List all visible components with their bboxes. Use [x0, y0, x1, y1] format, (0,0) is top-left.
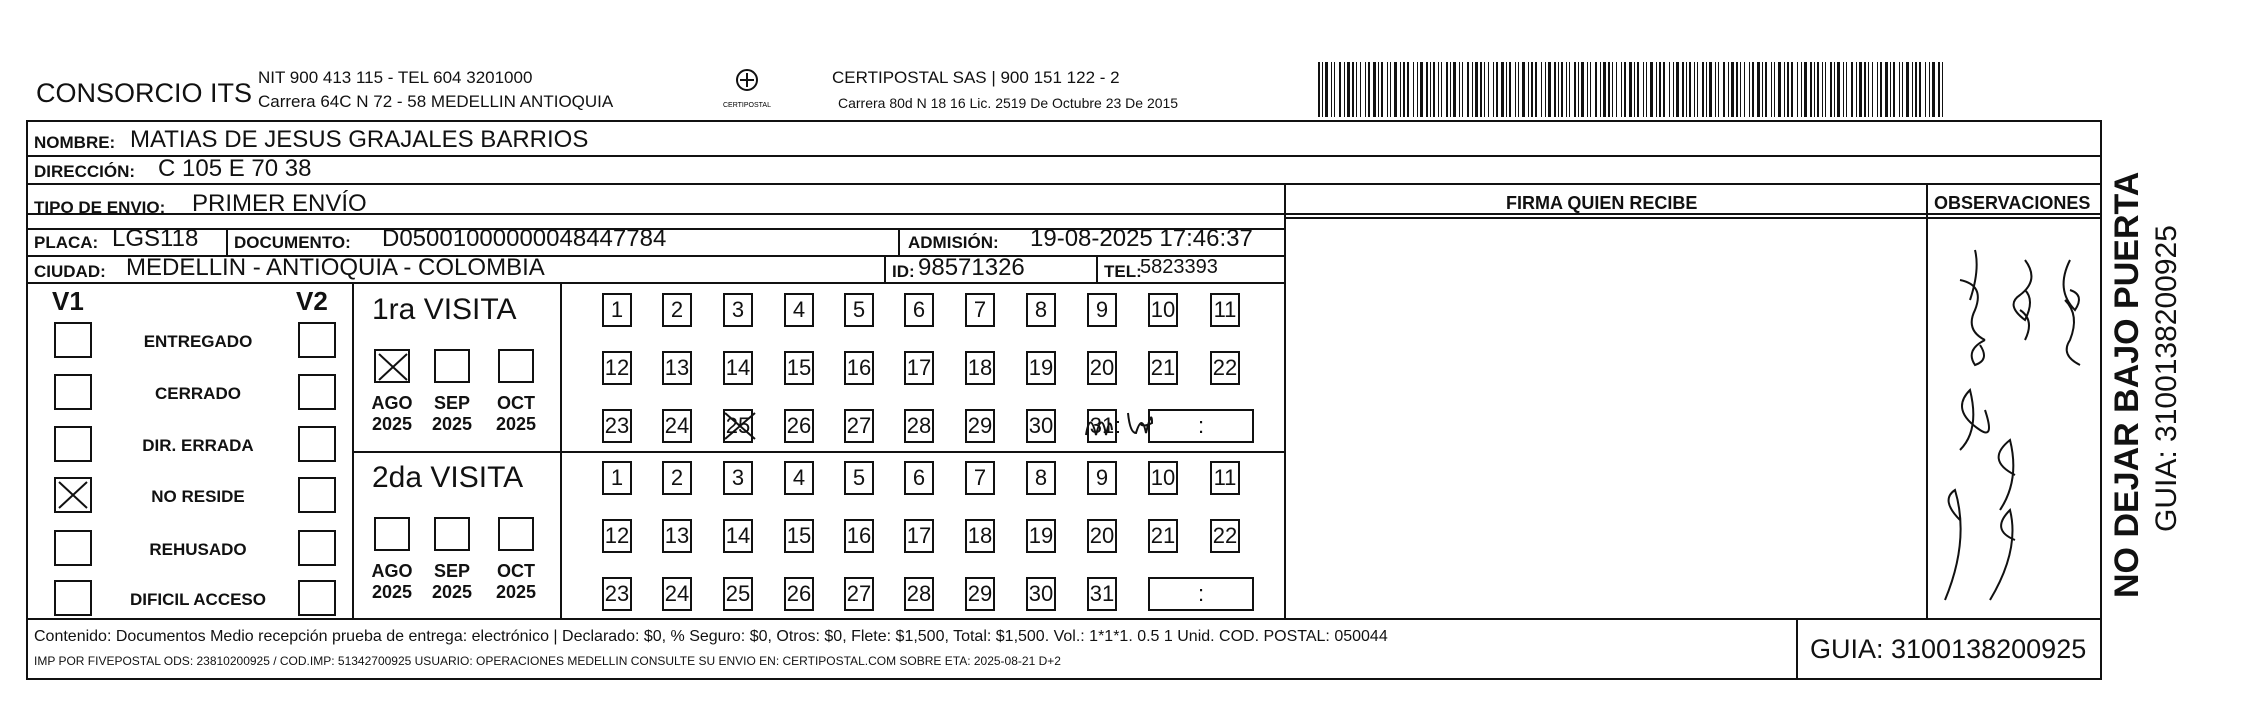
day-box[interactable]: 15 [784, 351, 814, 385]
barcode-bar [1356, 62, 1357, 117]
barcode-bar [1403, 62, 1405, 117]
barcode-bar [1814, 62, 1815, 117]
day-box[interactable]: 22 [1210, 519, 1240, 553]
barcode-bar [1715, 62, 1716, 117]
day-box[interactable]: 22 [1210, 351, 1240, 385]
barcode-bar [1697, 62, 1698, 117]
day-box[interactable]: 29 [965, 577, 995, 611]
status-option-label: DIR. ERRADA [142, 436, 254, 455]
id-label: ID: [892, 262, 915, 281]
tel-label: TEL: [1104, 262, 1142, 281]
barcode-bar [1843, 62, 1844, 117]
barcode-bar [1673, 62, 1674, 117]
v1-checkbox[interactable] [54, 426, 92, 462]
day-box[interactable]: 28 [904, 409, 934, 443]
barcode-bar [1453, 62, 1456, 117]
direccion-label: DIRECCIÓN: [34, 162, 136, 181]
day-box[interactable]: 1 [602, 461, 632, 495]
barcode-bar [1757, 62, 1760, 117]
month-label [370, 561, 414, 603]
day-box[interactable]: 7 [965, 293, 995, 327]
direccion-value: C 105 E 70 38 [158, 155, 312, 182]
barcode-bar [1919, 62, 1921, 117]
barcode-bar [1817, 62, 1819, 117]
handwritten-time [1080, 403, 1158, 443]
barcode-bar [1480, 62, 1482, 117]
documento-value: D05001000000048447784 [382, 225, 667, 252]
v2-checkbox[interactable] [298, 374, 336, 410]
barcode-bar [1545, 62, 1546, 117]
barcode-bar [1915, 62, 1917, 117]
barcode-bar [1518, 62, 1519, 117]
barcode-bar [1942, 62, 1943, 117]
barcode-bar [1938, 62, 1940, 117]
barcode-bar [1749, 62, 1750, 117]
barcode-bar [1417, 62, 1418, 117]
day-box[interactable]: 6 [904, 293, 934, 327]
no-dejar-warning: NO DEJAR BAJO PUERTA [2108, 171, 2146, 598]
day-box[interactable]: 31 [1087, 409, 1117, 443]
month-year: 2025 [431, 414, 473, 434]
month-checkbox[interactable] [434, 517, 470, 551]
barcode-bar [1590, 62, 1591, 117]
v2-header: V2 [296, 286, 328, 316]
barcode-bar [1804, 62, 1807, 117]
day-box[interactable]: 8 [1026, 293, 1056, 327]
v1-checkbox[interactable] [54, 322, 92, 358]
barcode-bar [1877, 62, 1878, 117]
month-name: OCT [497, 561, 535, 581]
barcode-bar [1851, 62, 1853, 117]
day-box[interactable]: 1 [602, 293, 632, 327]
barcode-bar [1378, 62, 1379, 117]
day-box[interactable]: 13 [662, 351, 692, 385]
barcode-bar [1856, 62, 1857, 117]
barcode-bar [1420, 62, 1423, 117]
barcode-bar [1765, 62, 1767, 117]
company-name: CONSORCIO ITS [36, 78, 253, 108]
barcode-bar [1825, 62, 1826, 117]
day-box[interactable]: 19 [1026, 519, 1056, 553]
barcode-bar [1868, 62, 1869, 117]
month-year: 2025 [495, 414, 537, 434]
nombre-label: NOMBRE: [34, 133, 116, 152]
day-box[interactable]: 25 [723, 409, 753, 443]
day-box[interactable]: 2 [662, 293, 692, 327]
barcode-bar [1360, 62, 1361, 117]
barcode-bar [1522, 62, 1525, 117]
day-box[interactable]: 14 [723, 351, 753, 385]
barcode-bar [1569, 62, 1570, 117]
day-box[interactable]: 21 [1148, 351, 1178, 385]
day-box[interactable]: 3 [723, 461, 753, 495]
barcode-bar [1331, 62, 1332, 117]
barcode-bar [1318, 62, 1320, 117]
status-option-label: REHUSADO [149, 540, 247, 559]
barcode-bar [1822, 62, 1823, 117]
day-box[interactable]: 23 [602, 577, 632, 611]
barcode-bar [1587, 62, 1588, 117]
barcode-bar [1774, 62, 1775, 117]
barcode-bar [1446, 62, 1448, 117]
month-label [370, 393, 414, 435]
day-box[interactable]: 10 [1148, 293, 1178, 327]
barcode-bar [1373, 62, 1376, 117]
barcode-bar [1864, 62, 1866, 117]
barcode-bar [1837, 62, 1840, 117]
company-nit: NIT 900 413 115 - TEL 604 3201000 [258, 68, 533, 87]
barcode-bar [1669, 62, 1670, 117]
barcode-bar [1475, 62, 1478, 117]
day-box[interactable]: 31 [1087, 577, 1117, 611]
month-year: 2025 [371, 414, 413, 434]
day-box[interactable]: 17 [904, 519, 934, 553]
day-box[interactable]: 27 [844, 409, 874, 443]
day-box[interactable]: 18 [965, 519, 995, 553]
month-year: 2025 [371, 582, 413, 602]
barcode-bar [1731, 62, 1734, 117]
barcode-bar [1413, 62, 1414, 117]
barcode-bar [1643, 62, 1644, 117]
barcode-bar [1893, 62, 1895, 117]
month-year: 2025 [431, 582, 473, 602]
barcode-bar [1830, 62, 1832, 117]
day-box[interactable]: 24 [662, 409, 692, 443]
day-box[interactable]: 18 [965, 351, 995, 385]
tipo-envio-label: TIPO DE ENVIO: [34, 198, 166, 217]
ciudad-value: MEDELLIN - ANTIOQUIA - COLOMBIA [126, 254, 545, 281]
v1-checkbox[interactable] [54, 530, 92, 566]
barcode-bar [1906, 62, 1909, 117]
day-box[interactable]: 4 [784, 461, 814, 495]
barcode-bar [1646, 62, 1647, 117]
month-name: SEP [433, 393, 471, 413]
day-box[interactable]: 16 [844, 351, 874, 385]
barcode-bar [1880, 62, 1882, 117]
v2-checkbox[interactable] [298, 322, 336, 358]
month-label [494, 393, 538, 435]
barcode-bar [1771, 62, 1772, 117]
barcode-bar [1912, 62, 1913, 117]
barcode-bar [1394, 62, 1397, 117]
status-option-label: CERRADO [155, 384, 241, 403]
barcode-bar [1702, 62, 1704, 117]
barcode-bar [1400, 62, 1401, 117]
barcode-bar [1608, 62, 1610, 117]
day-box[interactable]: 13 [662, 519, 692, 553]
barcode-bar [1509, 62, 1511, 117]
barcode-bar [1925, 62, 1926, 117]
barcode-bar [1426, 62, 1428, 117]
barcode-bar [1932, 62, 1935, 117]
barcode-bar [1581, 62, 1584, 117]
barcode-bar [1450, 62, 1451, 117]
barcode-bar [1484, 62, 1485, 117]
ciudad-label: CIUDAD: [34, 262, 106, 281]
month-label [430, 561, 474, 603]
barcode-bar [1574, 62, 1576, 117]
barcode-bar [1531, 62, 1533, 117]
day-box[interactable]: 30 [1026, 409, 1056, 443]
barcode-bar [1650, 62, 1653, 117]
barcode-bar [1344, 62, 1345, 117]
day-box[interactable]: 17 [904, 351, 934, 385]
barcode-bar [1462, 62, 1463, 117]
month-checkbox[interactable] [434, 349, 470, 383]
barcode-bar [1612, 62, 1613, 117]
barcode-bar [1566, 62, 1567, 117]
footer-guia: GUIA: 3100138200925 [1810, 634, 2087, 664]
svg-text:CERTIPOSTAL: CERTIPOSTAL [723, 102, 771, 109]
barcode-bar [1740, 62, 1741, 117]
day-box[interactable]: 4 [784, 293, 814, 327]
v2-checkbox[interactable] [298, 580, 336, 616]
day-box[interactable]: 5 [844, 293, 874, 327]
barcode-bar [1407, 62, 1409, 117]
barcode-bar [1810, 62, 1812, 117]
observaciones-header: OBSERVACIONES [1934, 193, 2091, 213]
barcode-bar [1797, 62, 1798, 117]
month-checkbox[interactable] [498, 517, 534, 551]
barcode-bar [1859, 62, 1862, 117]
barcode-bar [1441, 62, 1442, 117]
barcode-bar [1554, 62, 1556, 117]
admision-label: ADMISIÓN: [908, 233, 999, 252]
day-box[interactable]: 9 [1087, 293, 1117, 327]
barcode-bar [1488, 62, 1489, 117]
day-box[interactable]: 11 [1210, 293, 1240, 327]
day-box[interactable]: 6 [904, 461, 934, 495]
barcode-bar [1390, 62, 1391, 117]
barcode-bar [1325, 62, 1328, 117]
day-box[interactable]: 29 [965, 409, 995, 443]
barcode-bar [1624, 62, 1626, 117]
contenido-text: Contenido: Documentos Medio recepción prueba de entrega: electrónico | Declarado: $0, % Seguro: $0, Otros: $0, Flete: $1,500, Total: $1,500. Vol.: 1*1*1. 0.5 1 Unid. COD. POSTAL: 050044 [34, 628, 1388, 645]
day-box[interactable]: 15 [784, 519, 814, 553]
time-box[interactable]: : [1148, 409, 1254, 443]
status-option-label: ENTREGADO [143, 332, 253, 351]
status-option-label: NO RESIDE [151, 487, 245, 506]
day-box[interactable]: 20 [1087, 519, 1117, 553]
barcode-bar [1682, 62, 1684, 117]
documento-label: DOCUMENTO: [234, 233, 351, 252]
barcode-bar [1578, 62, 1579, 117]
barcode-bar [1834, 62, 1835, 117]
barcode-bar [1368, 62, 1370, 117]
day-box[interactable]: 16 [844, 519, 874, 553]
v1-header: V1 [52, 286, 84, 316]
day-box[interactable]: 3 [723, 293, 753, 327]
barcode-bar [1784, 62, 1785, 117]
day-box[interactable]: 12 [602, 351, 632, 385]
handwritten-signature [1930, 240, 2100, 610]
barcode-bar [1365, 62, 1366, 117]
barcode-bar [1709, 62, 1712, 117]
barcode-bar [1902, 62, 1903, 117]
imp-text: IMP POR FIVEPOSTAL ODS: 23810200925 / COD.IMP: 51342700925 USUARIO: OPERACIONES MEDELLIN CONSULTE SU ENVIO EN: CERTIPOSTAL.COM SOBRE ETA: 2025-08-21 D+2 [34, 654, 1061, 668]
day-box[interactable]: 26 [784, 577, 814, 611]
barcode-bar [1535, 62, 1537, 117]
day-box[interactable]: 14 [723, 519, 753, 553]
barcode-bar [1787, 62, 1789, 117]
barcode-bar [1322, 62, 1323, 117]
tipo-envio-value: PRIMER ENVÍO [192, 190, 367, 217]
day-box[interactable]: 25 [723, 577, 753, 611]
barcode-bar [1467, 62, 1469, 117]
day-box[interactable]: 26 [784, 409, 814, 443]
barcode-bar [1558, 62, 1559, 117]
month-name: AGO [371, 561, 413, 581]
barcode-bar [1929, 62, 1930, 117]
barcode-bar [1694, 62, 1695, 117]
barcode-bar [1899, 62, 1900, 117]
day-box[interactable]: 19 [1026, 351, 1056, 385]
barcode-bar [1656, 62, 1657, 117]
visit-title: 2da VISITA [372, 461, 524, 494]
barcode-bar [1438, 62, 1439, 117]
time-box[interactable]: : [1148, 577, 1254, 611]
barcode-bar [1744, 62, 1745, 117]
barcode-bar [1718, 62, 1719, 117]
side-guia: GUIA: 3100138200925 [2150, 225, 2183, 532]
barcode-bar [1506, 62, 1507, 117]
barcode-bar [1548, 62, 1551, 117]
barcode-bar [1459, 62, 1460, 117]
month-name: AGO [371, 393, 413, 413]
barcode-bar [1528, 62, 1529, 117]
day-box[interactable]: 30 [1026, 577, 1056, 611]
status-option-label: DIFICIL ACCESO [129, 590, 266, 609]
barcode-bar [1801, 62, 1802, 117]
month-checkbox[interactable] [498, 349, 534, 383]
month-name: SEP [433, 561, 471, 581]
day-box[interactable]: 2 [662, 461, 692, 495]
certipostal-nit: CERTIPOSTAL SAS | 900 151 122 - 2 [832, 68, 1120, 87]
barcode-bar [1762, 62, 1763, 117]
barcode-bar [1621, 62, 1622, 117]
barcode-bar [1791, 62, 1793, 117]
day-box[interactable]: 27 [844, 577, 874, 611]
barcode-bar [1334, 62, 1335, 117]
month-checkbox[interactable] [374, 517, 410, 551]
visit-title: 1ra VISITA [372, 293, 517, 326]
placa-label: PLACA: [34, 233, 99, 252]
barcode [1318, 62, 1948, 117]
barcode-bar [1723, 62, 1725, 117]
barcode-bar [1736, 62, 1738, 117]
barcode-bar [1752, 62, 1754, 117]
day-box[interactable]: 24 [662, 577, 692, 611]
firma-header: FIRMA QUIEN RECIBE [1506, 193, 1698, 213]
nombre-value: MATIAS DE JESUS GRAJALES BARRIOS [130, 126, 589, 153]
barcode-bar [1496, 62, 1498, 117]
month-label [494, 561, 538, 603]
day-box[interactable]: 28 [904, 577, 934, 611]
day-box[interactable]: 8 [1026, 461, 1056, 495]
barcode-bar [1541, 62, 1542, 117]
barcode-bar [1339, 62, 1341, 117]
month-label [430, 393, 474, 435]
day-box[interactable]: 5 [844, 461, 874, 495]
tel-value: 5823393 [1140, 256, 1218, 278]
day-box[interactable]: 12 [602, 519, 632, 553]
barcode-bar [1637, 62, 1639, 117]
barcode-bar [1603, 62, 1606, 117]
v1-checkbox[interactable] [54, 374, 92, 410]
day-box[interactable]: 20 [1087, 351, 1117, 385]
v2-checkbox[interactable] [298, 530, 336, 566]
v2-checkbox[interactable] [298, 426, 336, 462]
barcode-bar [1595, 62, 1597, 117]
barcode-bar [1493, 62, 1494, 117]
v1-checkbox[interactable] [54, 580, 92, 616]
barcode-bar [1616, 62, 1617, 117]
barcode-bar [1629, 62, 1632, 117]
month-name: OCT [497, 393, 535, 413]
barcode-bar [1634, 62, 1635, 117]
barcode-bar [1689, 62, 1691, 117]
v2-checkbox[interactable] [298, 477, 336, 513]
id-value: 98571326 [918, 254, 1025, 281]
month-checkbox[interactable] [374, 349, 410, 383]
v1-checkbox[interactable] [54, 477, 92, 513]
barcode-bar [1872, 62, 1873, 117]
admision-value: 19-08-2025 17:46:37 [1030, 225, 1253, 252]
barcode-bar [1600, 62, 1601, 117]
company-address: Carrera 64C N 72 - 58 MEDELLIN ANTIOQUIA [258, 92, 614, 111]
barcode-bar [1433, 62, 1435, 117]
barcode-bar [1501, 62, 1504, 117]
barcode-bar [1472, 62, 1473, 117]
month-year: 2025 [495, 582, 537, 602]
barcode-bar [1659, 62, 1661, 117]
certipostal-logo [712, 62, 782, 112]
barcode-bar [1561, 62, 1563, 117]
placa-value: LGS118 [112, 225, 199, 252]
barcode-bar [1381, 62, 1383, 117]
barcode-bar [1347, 62, 1350, 117]
day-box[interactable]: 23 [602, 409, 632, 443]
barcode-bar [1885, 62, 1888, 117]
certipostal-address: Carrera 80d N 18 16 Lic. 2519 De Octubre 23 De 2015 [838, 95, 1179, 111]
barcode-bar [1515, 62, 1516, 117]
barcode-bar [1430, 62, 1431, 117]
day-box[interactable]: 9 [1087, 461, 1117, 495]
barcode-bar [1352, 62, 1354, 117]
day-box[interactable]: 10 [1148, 461, 1178, 495]
barcode-bar [1686, 62, 1687, 117]
barcode-bar [1706, 62, 1707, 117]
barcode-bar [1663, 62, 1665, 117]
barcode-bar [1846, 62, 1847, 117]
barcode-bar [1778, 62, 1781, 117]
barcode-bar [1728, 62, 1729, 117]
day-box[interactable]: 11 [1210, 461, 1240, 495]
barcode-bar [1676, 62, 1679, 117]
barcode-bar [1387, 62, 1388, 117]
day-box[interactable]: 7 [965, 461, 995, 495]
barcode-bar [1890, 62, 1891, 117]
day-box[interactable]: 21 [1148, 519, 1178, 553]
